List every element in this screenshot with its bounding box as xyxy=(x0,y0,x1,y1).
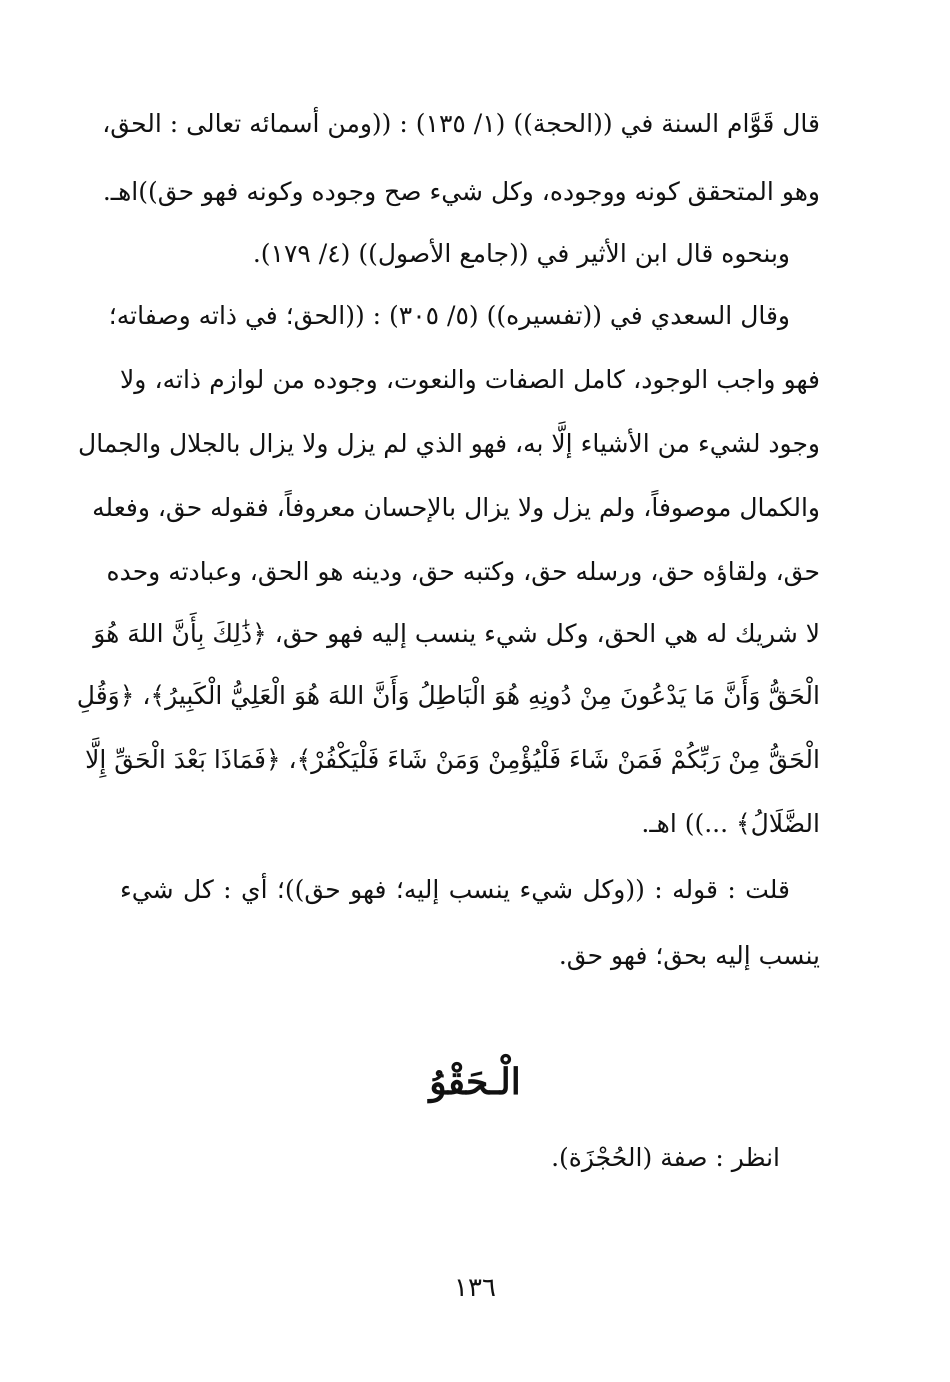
page-number: ١٣٦ xyxy=(454,1273,496,1303)
text-line-7: والكمال موصوفاً، ولم يزل ولا يزال بالإحسان معروفاً، فقوله حق، وفعله xyxy=(92,493,820,522)
text-line-5: فهو واجب الوجود، كامل الصفات والنعوت، وجوده من لوازم ذاته، ولا xyxy=(120,365,820,394)
text-line-13: قلت : قوله : ((وكل شيء ينسب إليه؛ فهو حق))؛ أي : كل شيء xyxy=(120,875,790,904)
text-line-14: ينسب إليه بحق؛ فهو حق. xyxy=(558,941,820,970)
text-line-2: وهو المتحقق كونه ووجوده، وكل شيء صح وجوده وكونه فهو حق))اهـ. xyxy=(102,177,820,206)
text-line-8: حق، ولقاؤه حق، ورسله حق، وكتبه حق، ودينه هو الحق، وعبادته وحده xyxy=(106,557,820,586)
text-line-6: وجود لشيء من الأشياء إلَّا به، فهو الذي لم يزل ولا يزال بالجلال والجمال xyxy=(78,429,820,458)
text-line-1: قال قَوَّام السنة في ((الحجة)) (١/ ١٣٥) : ((ومن أسمائه تعالى : الحق، xyxy=(102,109,820,138)
text-line-9: لا شريك له هي الحق، وكل شيء ينسب إليه فهو حق، ﴿ذَٰلِكَ بِأَنَّ اللهَ هُوَ xyxy=(93,619,820,648)
text-line-12: الضَّلَالُ﴾ ...)) اهـ. xyxy=(641,809,820,838)
text-line-11: الْحَقُّ مِنْ رَبِّكُمْ فَمَنْ شَاءَ فَلْيُؤْمِنْ وَمَنْ شَاءَ فَلْيَكْفُرْ﴾، ﴿فَمَاذَا بَعْدَ الْحَقِّ إِلَّا xyxy=(85,745,820,774)
text-line-3: وبنحوه قال ابن الأثير في ((جامع الأصول)) (٤/ ١٧٩). xyxy=(252,239,790,268)
entry-heading: الْـحَقْوُ xyxy=(429,1061,521,1103)
text-line-10: الْحَقُّ وَأَنَّ مَا يَدْعُونَ مِنْ دُونِهِ هُوَ الْبَاطِلُ وَأَنَّ اللهَ هُوَ الْعَلِيُّ الْكَبِيرُ﴾، ﴿وَقُلِ xyxy=(76,681,820,710)
see-reference-line: انظر : صفة (الحُجْزَة). xyxy=(551,1143,780,1172)
text-line-4: وقال السعدي في ((تفسيره)) (٥/ ٣٠٥) : ((الحق؛ في ذاته وصفاته؛ xyxy=(108,301,790,330)
